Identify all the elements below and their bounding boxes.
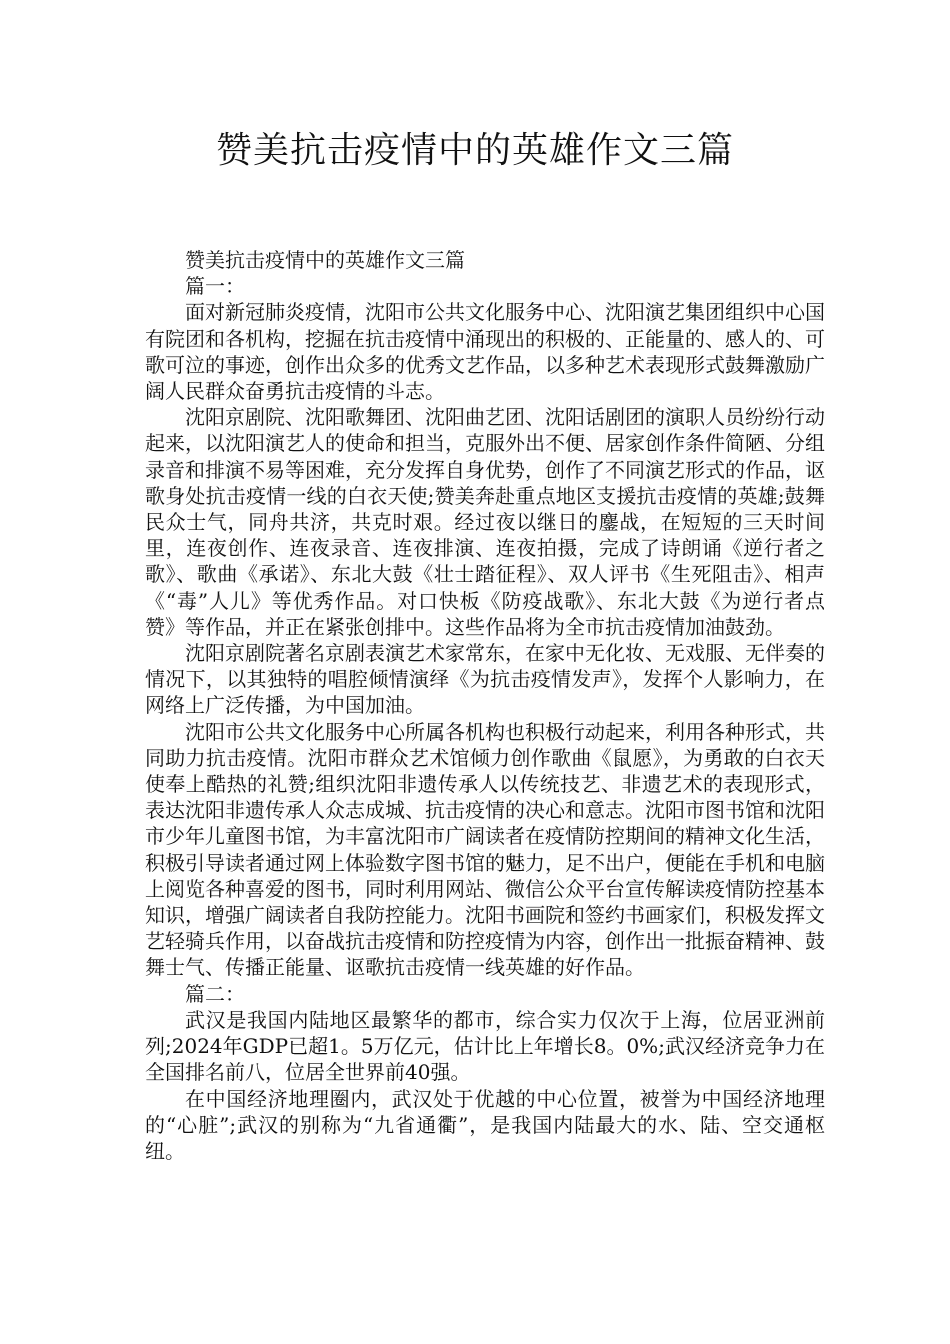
body-paragraph: 沈阳京剧院著名京剧表演艺术家常东，在家中无化妆、无戏服、无伴奏的情况下，以其独特的唱腔倾情演绎《为抗击疫情发声》，发挥个人影响力，在网络上广泛传播，为中国加油。	[145, 641, 825, 718]
document-title: 赞美抗击疫情中的英雄作文三篇	[215, 130, 734, 171]
section-heading-1: 篇一：	[185, 274, 245, 299]
section-heading-2: 篇二：	[185, 981, 245, 1006]
body-paragraph: 沈阳京剧院、沈阳歌舞团、沈阳曲艺团、沈阳话剧团的演职人员纷纷行动起来，以沈阳演艺人的使命和担当，克服外出不便、居家创作条件简陋、分组录音和排演不易等困难，充分发挥自身优势，创作了不同演艺形式的作品，讴歌身处抗击疫情一线的白衣天使;赞美奔赴重点地区支援抗击疫情的英雄;鼓舞民众士气，同舟共济，共克时艰。经过夜以继日的鏖战，在短短的三天时间里，连夜创作、连夜录音、连夜排演、连夜拍摄，完成了诗朗诵《逆行者之歌》、歌曲《承诺》、东北大鼓《壮士踏征程》、双人评书《生死阻击》、相声《“毒”人儿》等优秀作品。对口快板《防疫战歌》、东北大鼓《为逆行者点赞》等作品，并正在紧张创排中。这些作品将为全市抗击疫情加油鼓劲。	[145, 405, 825, 639]
body-paragraph: 沈阳市公共文化服务中心所属各机构也积极行动起来，利用各种形式，共同助力抗击疫情。沈阳市群众艺术馆倾力创作歌曲《鼠愿》，为勇敢的白衣天使奉上酷热的礼赞;组织沈阳非遗传承人以传统技艺、非遗艺术的表现形式，表达沈阳非遗传承人众志成城、抗击疫情的决心和意志。沈阳市图书馆和沈阳市少年儿童图书馆，为丰富沈阳市广阔读者在疫情防控期间的精神文化生活，积极引导读者通过网上体验数字图书馆的魅力，足不出户，便能在手机和电脑上阅览各种喜爱的图书，同时利用网站、微信公众平台宣传解读疫情防控基本知识，增强广阔读者自我防控能力。沈阳书画院和签约书画家们，积极发挥文艺轻骑兵作用，以奋战抗击疫情和防控疫情为内容，创作出一批振奋精神、鼓舞士气、传播正能量、讴歌抗击疫情一线英雄的好作品。	[145, 719, 825, 980]
body-paragraph: 在中国经济地理圈内，武汉处于优越的中心位置，被誉为中国经济地理的“心脏”;武汉的别称为“九省通衢”，是我国内陆最大的水、陆、空交通枢纽。	[145, 1086, 825, 1163]
subtitle-paragraph: 赞美抗击疫情中的英雄作文三篇	[185, 248, 465, 272]
document-body	[145, 247, 825, 1164]
body-paragraph: 面对新冠肺炎疫情，沈阳市公共文化服务中心、沈阳演艺集团组织中心国有院团和各机构，挖掘在抗击疫情中涌现出的积极的、正能量的、感人的、可歌可泣的事迹，创作出众多的优秀文艺作品，以多种艺术表现形式鼓舞激励广阔人民群众奋勇抗击疫情的斗志。	[145, 300, 825, 404]
body-paragraph: 武汉是我国内陆地区最繁华的都市，综合实力仅次于上海，位居亚洲前列;2024年GDP已超1。5万亿元，估计比上年增长8。0%;武汉经济竞争力在全国排名前八，位居全世界前40强。	[145, 1007, 825, 1085]
